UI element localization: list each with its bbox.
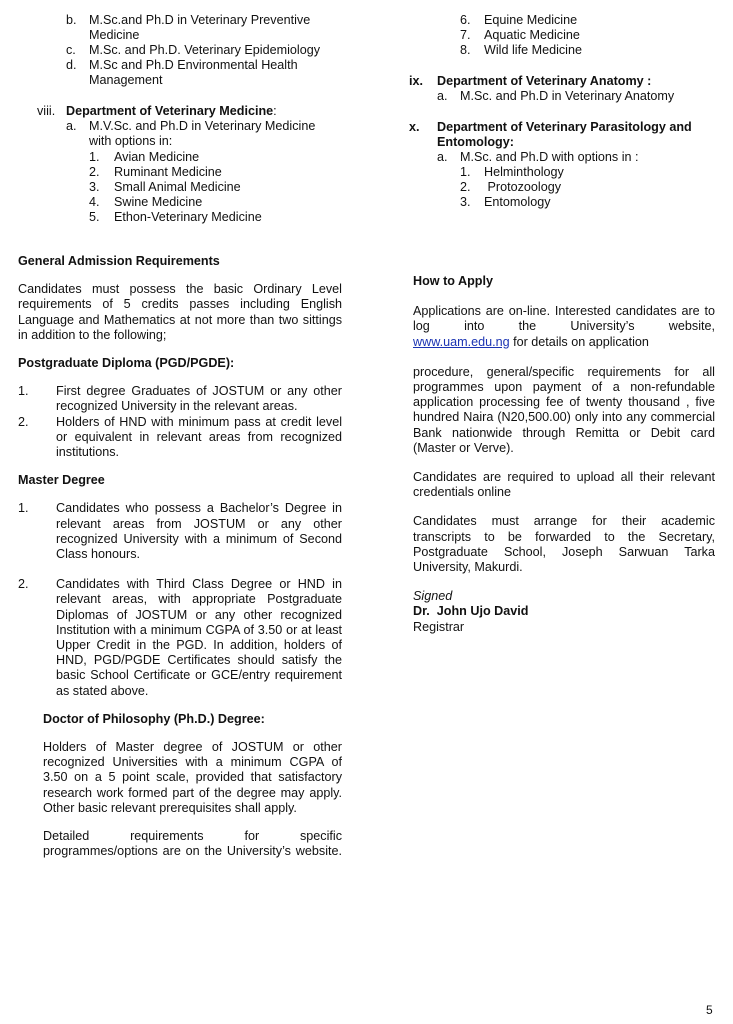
apply-para-1-tail: for details on application bbox=[509, 334, 649, 349]
list-item-text: M.Sc.and Ph.D in Veterinary Preventive bbox=[89, 13, 311, 27]
list-label: c. bbox=[66, 43, 76, 57]
list-label: b. bbox=[66, 13, 77, 27]
section-numeral: x. bbox=[409, 120, 420, 134]
general-intro: Candidates must possess the basic Ordinary Level requirements of 5 credits passes including English Language and Mathematics at not more than two sittings in addition to the following; bbox=[18, 282, 342, 342]
signatory-name: Dr. John Ujo David bbox=[413, 604, 529, 619]
list-item-text: M.Sc and Ph.D Environmental Health bbox=[89, 58, 298, 72]
item-number: 1. bbox=[18, 501, 29, 516]
programme-text: M.V.Sc. and Ph.D in Veterinary Medicine bbox=[89, 119, 316, 133]
section-heading: Postgraduate Diploma (PGD/PGDE): bbox=[18, 356, 235, 371]
option-text: Equine Medicine bbox=[484, 13, 578, 27]
option-text: Swine Medicine bbox=[114, 195, 203, 209]
admission-requirements bbox=[18, 254, 342, 860]
apply-para-2: procedure, general/specific requirements for all programmes upon payment of a non-refundable application processing fee of twenty thousand , five hundred Naira (N20,500.00) only into any commercial Bank nationwide through Remitta or Debit card (Master or Verve). bbox=[413, 364, 715, 455]
apply-para-3: Candidates are required to upload all their relevant credentials online bbox=[413, 470, 715, 500]
option-text: Wild life Medicine bbox=[484, 43, 582, 57]
option-number: 6. bbox=[460, 13, 471, 27]
item-text: Candidates who possess a Bachelor’s Degree in relevant areas from JOSTUM or any other recognized University with a minimum of Second Class honours. bbox=[56, 501, 342, 562]
section-numeral: ix. bbox=[409, 74, 424, 88]
section-heading: General Admission Requirements bbox=[18, 254, 220, 268]
option-text: Small Animal Medicine bbox=[114, 180, 241, 194]
option-number: 3. bbox=[460, 195, 471, 209]
item-text: Holders of HND with minimum pass at credit level or equivalent in relevant areas from recognized institutions. bbox=[56, 414, 342, 460]
option-number: 1. bbox=[89, 150, 100, 164]
programme-text: with options in: bbox=[89, 134, 173, 148]
section-heading: How to Apply bbox=[413, 274, 493, 288]
option-text: Ruminant Medicine bbox=[114, 165, 222, 179]
apply-para-1b bbox=[413, 335, 715, 350]
apply-para-1a: Applications are on-line. Interested candidates are to log into the University’s website, bbox=[413, 304, 715, 334]
option-number: 2. bbox=[89, 165, 100, 179]
programme-text: M.Sc. and Ph.D with options in : bbox=[460, 150, 639, 164]
list-item bbox=[18, 384, 342, 414]
university-website-link[interactable]: www.uam.edu.ng bbox=[413, 334, 510, 349]
phd-body: Holders of Master degree of JOSTUM or other recognized Universities with a minimum CGPA of 3.50 on a 5 point scale, provided that satisfactory research work formed part of the degree may apply. Other basic relevant prerequisites shall apply. bbox=[43, 740, 342, 815]
masters-list bbox=[18, 501, 342, 698]
list-item-text: Management bbox=[89, 73, 163, 87]
item-text: First degree Graduates of JOSTUM or any other recognized University in the relevant areas. bbox=[56, 384, 342, 414]
item-number: 2. bbox=[18, 577, 29, 592]
option-text: Helminthology bbox=[484, 165, 564, 179]
option-text: Entomology bbox=[484, 195, 551, 209]
option-number: 5. bbox=[89, 210, 100, 224]
department-title: Department of Veterinary Anatomy : bbox=[437, 74, 652, 88]
signed-label: Signed bbox=[413, 589, 453, 604]
list-label: d. bbox=[66, 58, 77, 72]
phd-detail bbox=[43, 829, 342, 859]
phd-section bbox=[43, 712, 342, 860]
item-number: 2. bbox=[18, 414, 29, 429]
option-text: Ethon-Veterinary Medicine bbox=[114, 210, 262, 224]
list-label: a. bbox=[66, 119, 77, 133]
list-item bbox=[18, 577, 342, 699]
apply-para-4: Candidates must arrange for their academic transcripts to be forwarded to the Secretary, Postgraduate School, Joseph Sarwuan Tarka University, Makurdi. bbox=[413, 514, 715, 575]
list-item-text: Medicine bbox=[89, 28, 140, 42]
list-label: a. bbox=[437, 150, 448, 164]
page-number: 5 bbox=[706, 1003, 713, 1017]
department-title: Entomology: bbox=[437, 135, 514, 149]
signatory-title: Registrar bbox=[413, 619, 465, 634]
option-number: 3. bbox=[89, 180, 100, 194]
item-text: Candidates with Third Class Degree or HND in relevant areas, with appropriate Postgraduate Diplomas of JOSTUM or any other recognized Institution with a minimum CGPA of 3.50 or at least Upper Credit in the PGD. In addition, holders of HND, PGD/PGDE Certificates should satisfy the basic School Certificate or GCE/entry requirement as stated above. bbox=[56, 577, 342, 698]
department-title: Department of Veterinary Parasitology and bbox=[437, 120, 692, 134]
list-item bbox=[18, 501, 342, 562]
option-text: Aquatic Medicine bbox=[484, 28, 580, 42]
option-number: 4. bbox=[89, 195, 100, 209]
department-title: Department of Veterinary Medicine bbox=[66, 104, 274, 118]
pgd-list bbox=[18, 384, 342, 460]
option-text: Avian Medicine bbox=[114, 150, 200, 164]
item-number: 1. bbox=[18, 384, 29, 399]
section-numeral: viii. bbox=[37, 104, 56, 118]
colon: : bbox=[273, 104, 277, 118]
list-item-text: M.Sc. and Ph.D. Veterinary Epidemiology bbox=[89, 43, 320, 57]
list-item bbox=[18, 415, 342, 461]
option-number: 2. bbox=[460, 180, 471, 194]
list-label: a. bbox=[437, 89, 448, 103]
section-heading: Master Degree bbox=[18, 473, 105, 488]
how-to-apply bbox=[413, 274, 715, 635]
option-number: 7. bbox=[460, 28, 471, 42]
programme-text: M.Sc. and Ph.D in Veterinary Anatomy bbox=[460, 89, 675, 103]
phd-detail-text: Detailed requirements for specific programmes/options are on the University’s website. bbox=[43, 829, 342, 859]
signature-block bbox=[413, 589, 715, 635]
option-number: 1. bbox=[460, 165, 471, 179]
option-number: 8. bbox=[460, 43, 471, 57]
section-heading: Doctor of Philosophy (Ph.D.) Degree: bbox=[43, 711, 265, 726]
option-text: Protozoology bbox=[484, 180, 562, 194]
